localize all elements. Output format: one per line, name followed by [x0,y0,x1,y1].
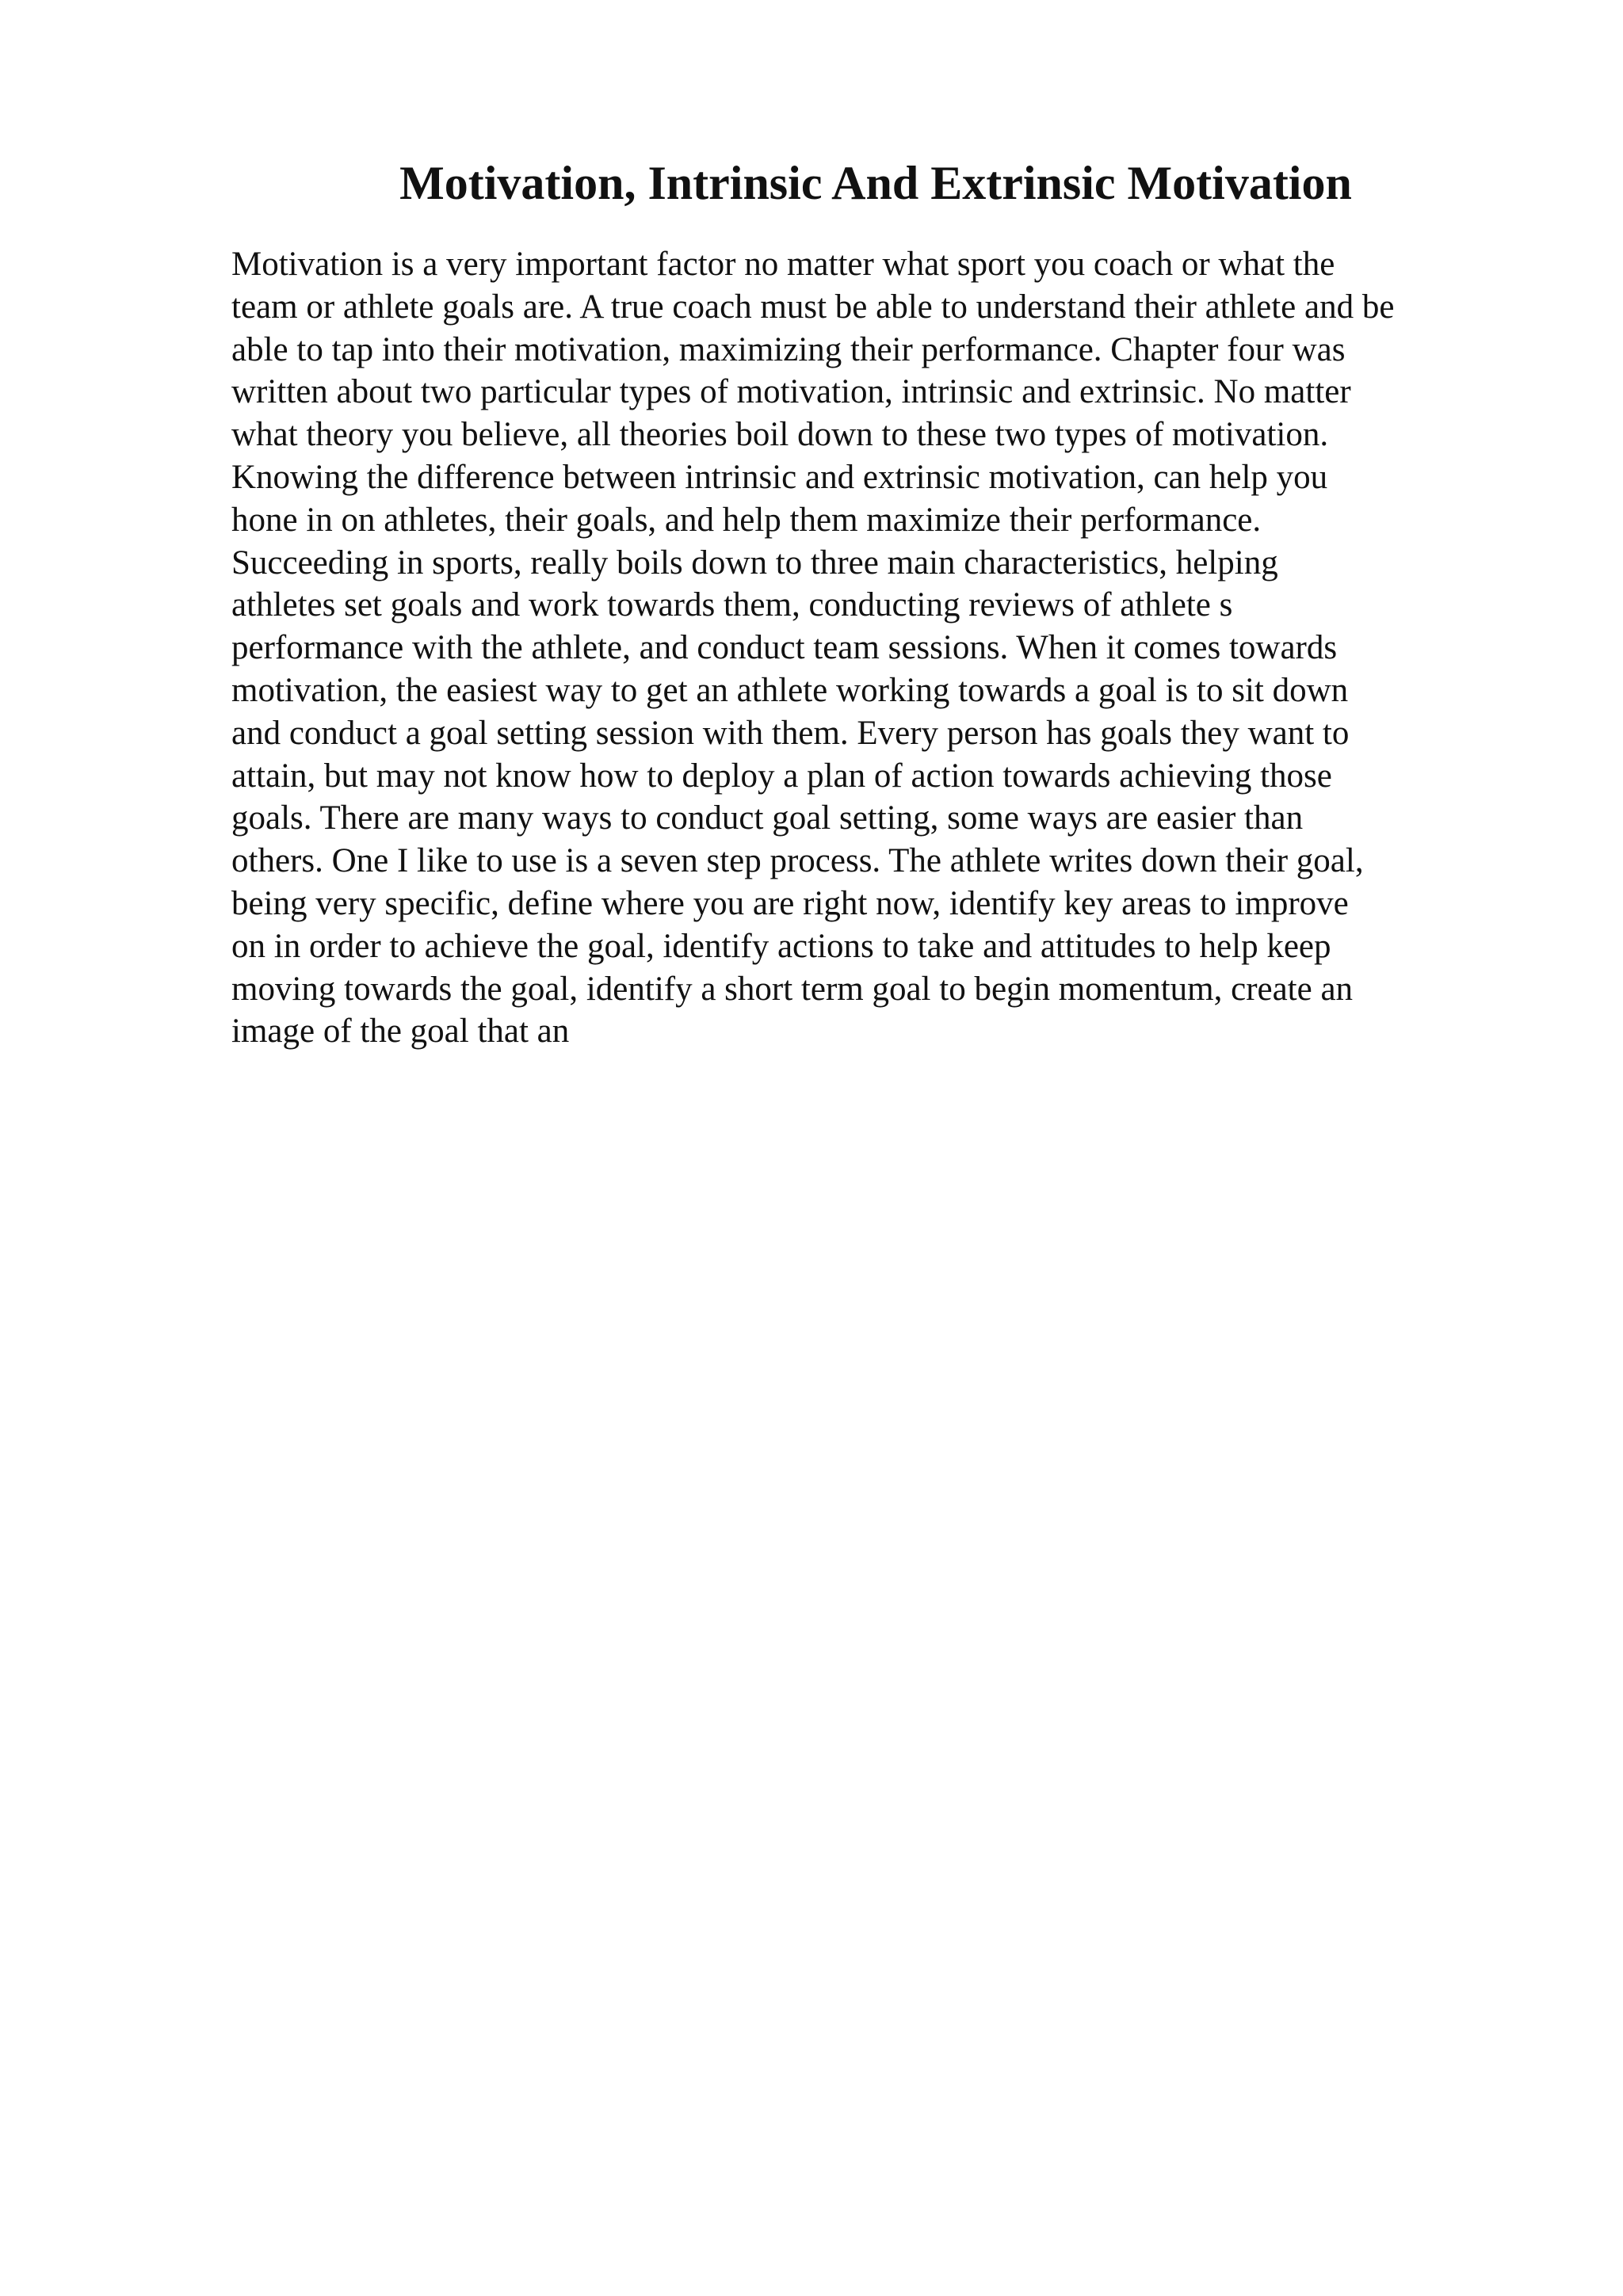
body-line: goals. There are many ways to conduct goal setting, some ways are easier than [231,799,1304,837]
body-line: and conduct a goal setting session with them. Every person has goals they want to [231,714,1350,752]
body-line: what theory you believe, all theories boil down to these two types of motivation. [231,416,1329,454]
body-line: moving towards the goal, identify a short term goal to begin momentum, create an [231,970,1354,1008]
body-line: written about two particular types of motivation, intrinsic and extrinsic. No matter [231,373,1351,411]
body-line: motivation, the easiest way to get an athlete working towards a goal is to sit down [231,671,1349,709]
body-line: Knowing the difference between intrinsic and extrinsic motivation, can help you [231,458,1328,496]
body-line: attain, but may not know how to deploy a plan of action towards achieving those [231,757,1332,795]
body-line: Succeeding in sports, really boils down to three main characteristics, helping [231,543,1278,582]
document-body [231,243,1579,1053]
body-line: Motivation is a very important factor no matter what sport you coach or what the [231,246,1335,283]
body-line: image of the goal that an [231,1013,570,1051]
body-line: athletes set goals and work towards them, conducting reviews of athlete s [231,586,1233,624]
body-line: performance with the athlete, and conduct team sessions. When it comes towards [231,629,1338,667]
body-line: hone in on athletes, their goals, and help them maximize their performance. [231,501,1262,539]
body-line: on in order to achieve the goal, identify actions to take and attitudes to help keep [231,927,1331,965]
body-line: others. One I like to use is a seven step process. The athlete writes down their goal, [231,842,1364,880]
body-line: team or athlete goals are. A true coach must be able to understand their athlete and be [231,288,1395,326]
document-title: Motivation, Intrinsic And Extrinsic Motivation [399,157,1352,209]
body-line: able to tap into their motivation, maximizing their performance. Chapter four was [231,330,1346,368]
body-line: being very specific, define where you are right now, identify key areas to improve [231,884,1349,922]
